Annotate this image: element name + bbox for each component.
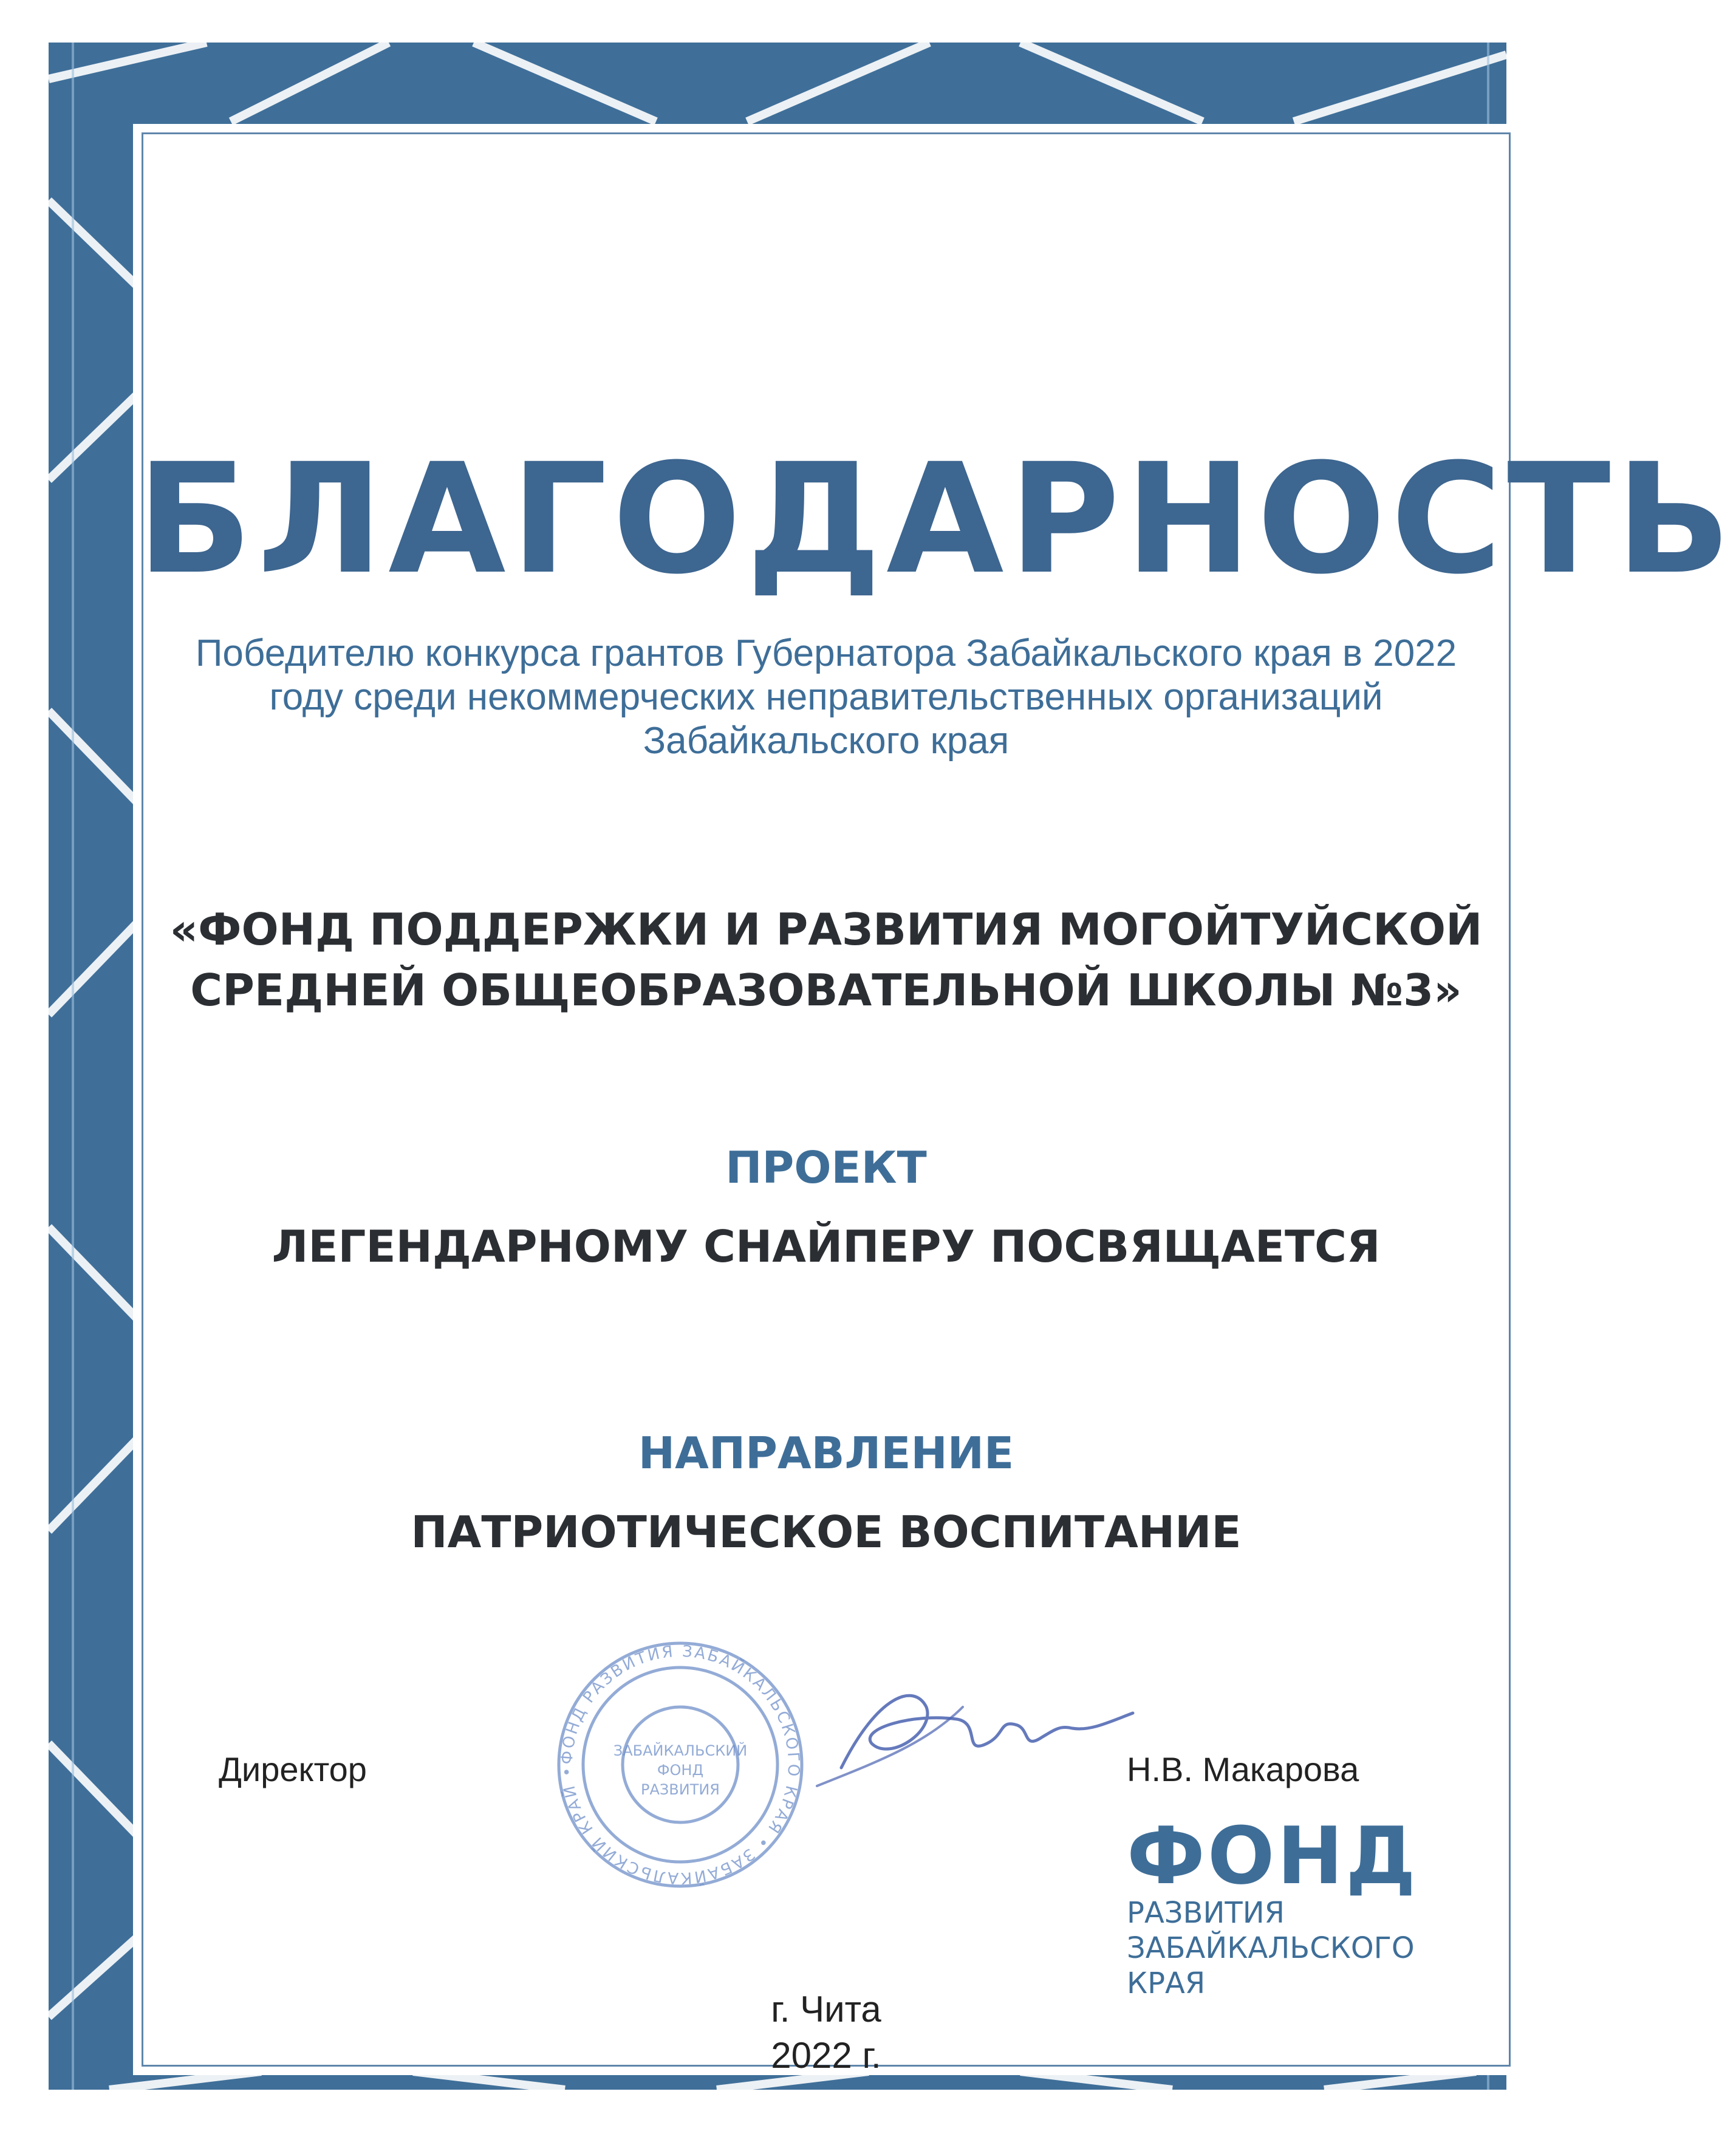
organization-line: СРЕДНЕЙ ОБЩЕОБРАЗОВАТЕЛЬНОЙ ШКОЛЫ №3» [190, 965, 1462, 1016]
logo-line: РАЗВИТИЯ [1127, 1896, 1285, 1930]
subtitle-line: Забайкальского края [643, 720, 1010, 762]
svg-text:ФОНД: ФОНД [657, 1762, 704, 1779]
certificate-title: БЛАГОДАРНОСТЬ [137, 431, 1736, 607]
project-label: ПРОЕКТ [725, 1142, 927, 1193]
year: 2022 г. [771, 2035, 881, 2076]
logo-word: ФОНД [1127, 1810, 1419, 1902]
signature [805, 1671, 1145, 1792]
svg-text:РАЗВИТИЯ: РАЗВИТИЯ [641, 1781, 720, 1798]
director-name: Н.В. Макарова [1127, 1750, 1359, 1788]
subtitle-line: году среди некоммерческих неправительственных организаций [269, 676, 1383, 718]
certificate-panel [137, 128, 1736, 2076]
decorative-frame [49, 43, 1736, 2090]
fund-logo [1127, 1810, 1419, 2001]
svg-text:ФОНД РАЗВИТИЯ ЗАБАЙКАЛЬСКОГО К: ФОНД РАЗВИТИЯ ЗАБАЙКАЛЬСКОГО КРАЯ • ЗАБАЙКАЛЬСКИЙ КРАЙ • [558, 1642, 803, 1887]
organization-name [137, 899, 1516, 1021]
certificate-subtitle [137, 632, 1516, 763]
svg-text:ЗАБАЙКАЛЬСКИЙ: ЗАБАЙКАЛЬСКИЙ [613, 1742, 748, 1759]
direction-value: ПАТРИОТИЧЕСКОЕ ВОСПИТАНИЕ [411, 1507, 1242, 1558]
director-label: Директор [219, 1750, 367, 1788]
organization-line: «ФОНД ПОДДЕРЖКИ И РАЗВИТИЯ МОГОЙТУЙСКОЙ [169, 904, 1483, 955]
logo-line: КРАЯ [1127, 1966, 1206, 2000]
logo-line: ЗАБАЙКАЛЬСКОГО [1127, 1931, 1415, 1965]
direction-label: НАПРАВЛЕНИЕ [638, 1428, 1014, 1479]
stamp-seal [550, 1634, 811, 1895]
project-value: ЛЕГЕНДАРНОМУ СНАЙПЕРУ ПОСВЯЩАЕТСЯ [272, 1221, 1381, 1272]
subtitle-line: Победителю конкурса грантов Губернатора Забайкальского края в 2022 [195, 632, 1457, 674]
city: г. Чита [771, 1989, 881, 2030]
place-and-year [137, 1986, 1516, 2079]
